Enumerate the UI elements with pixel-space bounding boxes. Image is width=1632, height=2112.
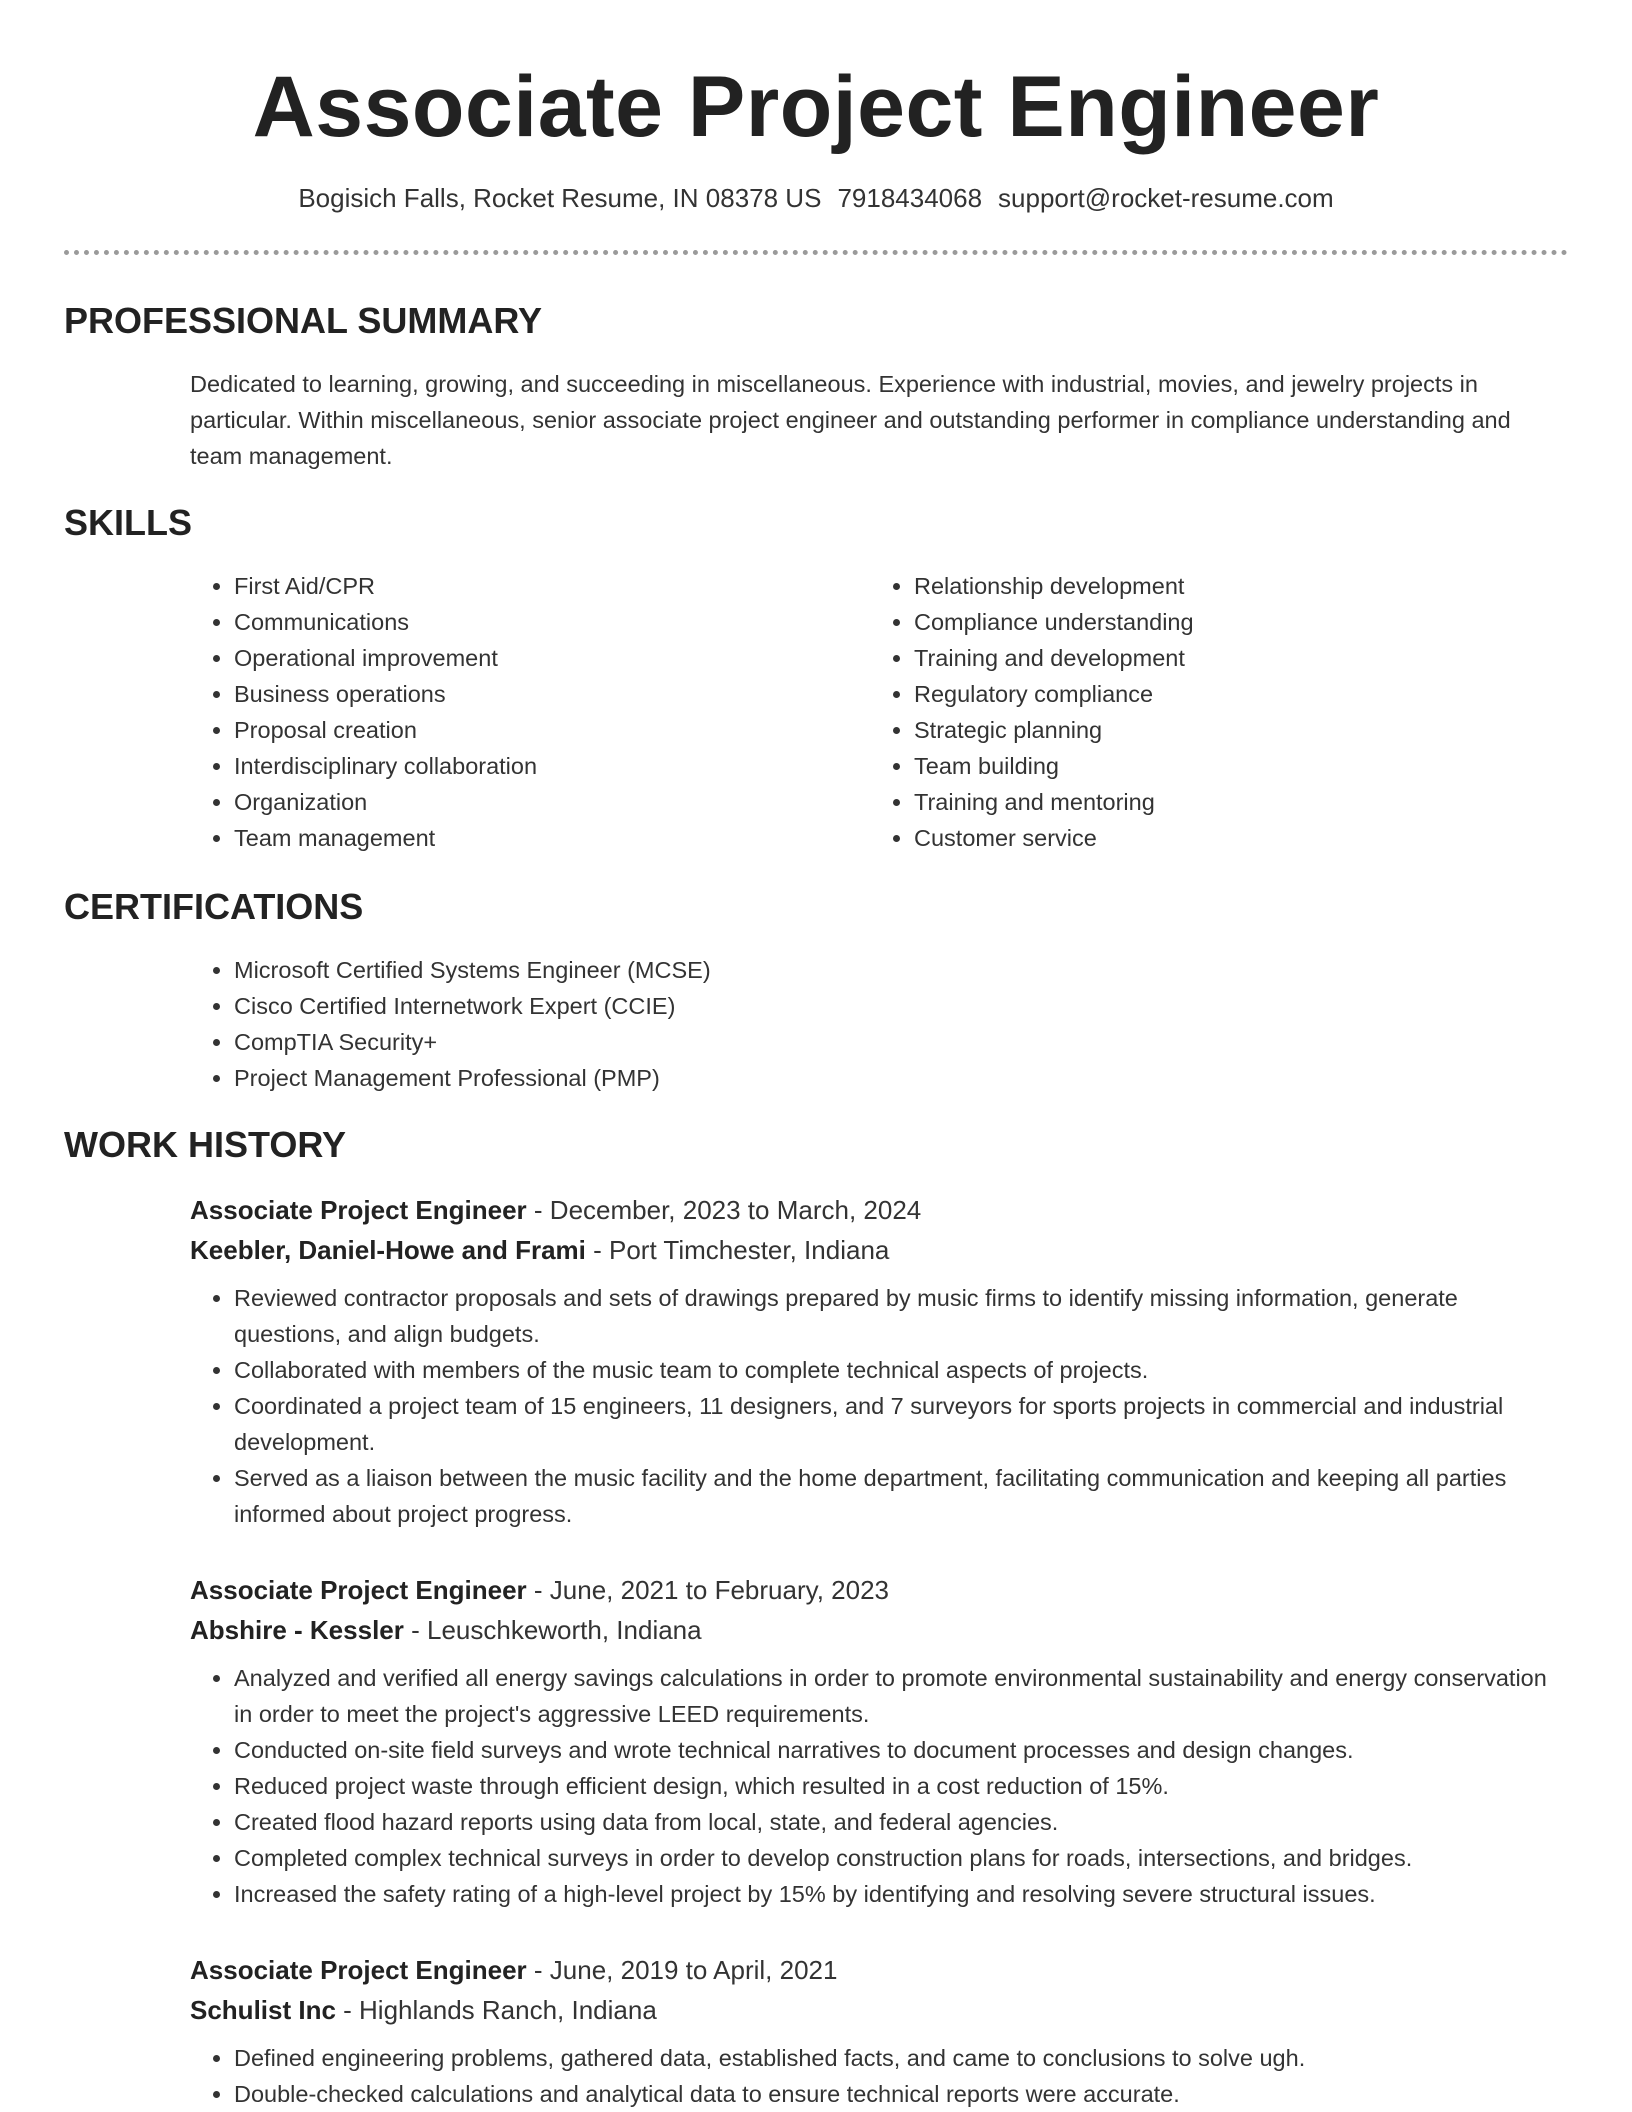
skill-item: • Operational improvement [234,640,850,676]
skills-list-right [870,568,1550,856]
job-company: Keebler, Daniel-Howe and Frami [190,1235,586,1265]
job-dates: - December, 2023 to March, 2024 [526,1195,922,1225]
resume-name: Associate Project Engineer [252,59,1380,155]
certifications-block [190,952,1560,1096]
certification-item: • Microsoft Certified Systems Engineer (MCSE) [234,952,1560,988]
skill-item: • Organization [234,784,850,820]
job-dates: - June, 2019 to April, 2021 [526,1955,838,1985]
job-bullet: • Reduced project waste through efficient design, which resulted in a cost reduction of 15%. [234,1768,1570,1804]
certifications-list [190,952,1560,1096]
job-title-line [190,1570,1570,1610]
job-bullet: • Coordinated a project team of 15 engineers, 11 designers, and 7 surveyors for sports projects in commercial and industrial development. [234,1388,1570,1460]
job-bullet: • Collaborated with members of the music team to complete technical aspects of projects. [234,1352,1570,1388]
skills-heading: SKILLS [64,502,193,543]
certification-item: • Project Management Professional (PMP) [234,1060,1560,1096]
job-entry [190,1190,1570,1532]
job-company: Schulist Inc [190,1995,336,2025]
skills-column-right [870,568,1550,856]
summary-text: Dedicated to learning, growing, and succeeding in miscellaneous. Experience with industrial, movies, and jewelry projects in particular. Within miscellaneous, senior associate project engineer and outstanding performer in compliance understanding and team management. [190,371,1511,469]
job-bullets [190,2040,1570,2112]
certification-item: • CompTIA Security+ [234,1024,1560,1060]
job-location: - Highlands Ranch, Indiana [335,1995,657,2025]
job-title-line [190,1950,1570,1990]
skill-item: • Relationship development [914,568,1550,604]
job-bullet: • Double-checked calculations and analytical data to ensure technical reports were accurate. [234,2076,1570,2112]
certifications-heading: CERTIFICATIONS [64,886,364,927]
summary-heading: PROFESSIONAL SUMMARY [64,300,543,341]
contact-phone: 7918434068 [837,183,983,213]
job-bullet: • Conducted on-site field surveys and wrote technical narratives to document processes and design changes. [234,1732,1570,1768]
skill-item: • Customer service [914,820,1550,856]
job-company: Abshire - Kessler [190,1615,404,1645]
skills-column-left [190,568,850,856]
contact-email[interactable]: support@rocket-resume.com [998,183,1334,213]
job-company-line [190,1230,1570,1270]
skill-item: • Strategic planning [914,712,1550,748]
work-history-heading: WORK HISTORY [64,1124,347,1165]
skill-item: • Team building [914,748,1550,784]
job-location: - Port Timchester, Indiana [585,1235,890,1265]
job-company-line [190,1610,1570,1650]
job-bullet: • Reviewed contractor proposals and sets of drawings prepared by music firms to identify missing information, generate questions, and align budgets. [234,1280,1570,1352]
skills-list-left [190,568,850,856]
job-role: Associate Project Engineer [190,1575,527,1605]
skill-item: • Training and development [914,640,1550,676]
job-title-line [190,1190,1570,1230]
job-bullet: • Increased the safety rating of a high-level project by 15% by identifying and resolving severe structural issues. [234,1876,1570,1912]
certification-item: • Cisco Certified Internetwork Expert (CCIE) [234,988,1560,1024]
job-bullet: • Analyzed and verified all energy savings calculations in order to promote environmental sustainability and energy conservation in order to meet the project's aggressive LEED requirements. [234,1660,1570,1732]
job-entry [190,1570,1570,1912]
skill-item: • Training and mentoring [914,784,1550,820]
job-bullets [190,1660,1570,1912]
job-entry [190,1950,1570,2112]
skill-item: • Regulatory compliance [914,676,1550,712]
skill-item: • Proposal creation [234,712,850,748]
skill-item: • Interdisciplinary collaboration [234,748,850,784]
job-bullet: • Created flood hazard reports using data from local, state, and federal agencies. [234,1804,1570,1840]
job-company-line [190,1990,1570,2030]
job-location: - Leuschkeworth, Indiana [403,1615,702,1645]
skill-item: • Team management [234,820,850,856]
skill-item: • Business operations [234,676,850,712]
header-divider [64,250,1568,255]
contact-address: Bogisich Falls, Rocket Resume, IN 08378 US [298,183,822,213]
skill-item: • First Aid/CPR [234,568,850,604]
job-bullet: • Completed complex technical surveys in order to develop construction plans for roads, intersections, and bridges. [234,1840,1570,1876]
job-role: Associate Project Engineer [190,1955,527,1985]
skill-item: • Communications [234,604,850,640]
job-bullet: • Served as a liaison between the music facility and the home department, facilitating communication and keeping all parties informed about project progress. [234,1460,1570,1532]
job-bullets [190,1280,1570,1532]
job-role: Associate Project Engineer [190,1195,527,1225]
contact-line [0,180,1632,216]
job-dates: - June, 2021 to February, 2023 [526,1575,889,1605]
skill-item: • Compliance understanding [914,604,1550,640]
job-bullet: • Defined engineering problems, gathered data, established facts, and came to conclusions to solve ugh. [234,2040,1570,2076]
